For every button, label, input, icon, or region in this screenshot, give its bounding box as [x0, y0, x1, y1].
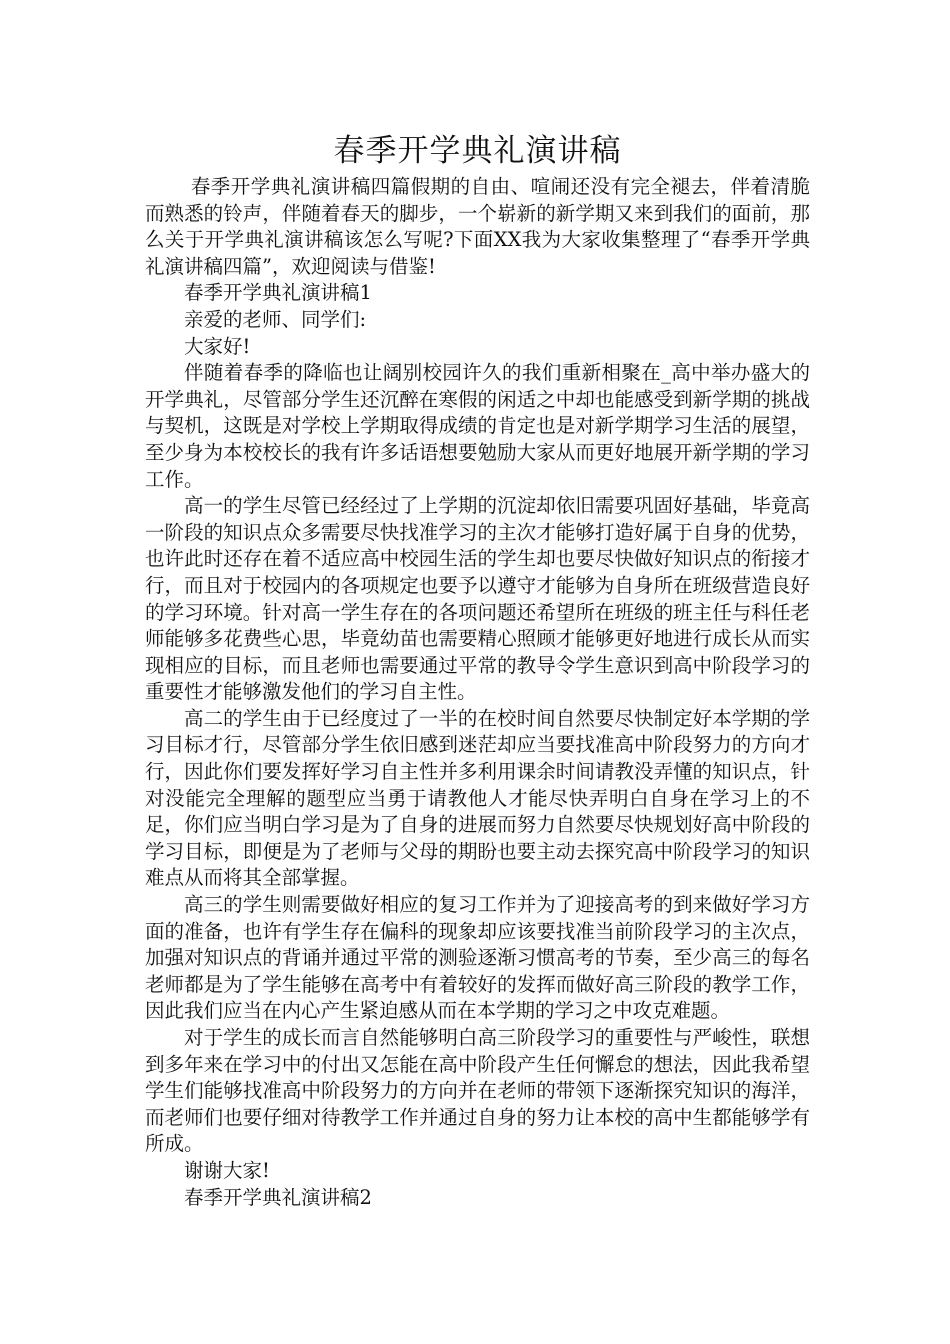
body-paragraph: 高二的学生由于已经度过了一半的在校时间自然要尽快制定好本学期的学习目标才行，尽管部分学生依旧感到迷茫却应当要找准高中阶段努力的方向才行，因此你们要发挥好学习自主性并多利用课余时间请教没弄懂的知识点，针对没能完全理解的题型应当勇于请教他人才能尽快弄明白自身在学习上的不足，你们应当明白学习是为了自身的进展而努力自然要尽快规划好高中阶段的学习目标，即便是为了老师与父母的期盼也要主动去探究高中阶段学习的知识难点从而将其全部掌握。 — [145, 706, 810, 890]
greeting: 大家好! — [184, 334, 251, 358]
body-paragraph: 高三的学生则需要做好相应的复习工作并为了迎接高考的到来做好学习方面的准备，也许有学生存在偏科的现象却应该要找准当前阶段学习的主次点，加强对知识点的背诵并通过平常的测验逐渐习惯高考的节奏，至少高三的每名老师都是为了学生能够在高考中有着较好的发挥而做好高三阶段的教学工作，因此我们应当在内心产生紧迫感从而在本学期的学习之中攻克难题。 — [145, 893, 810, 1023]
closing-thanks: 谢谢大家! — [184, 1158, 270, 1182]
salutation: 亲爱的老师、同学们: — [184, 307, 367, 331]
document-title: 春季开学典礼演讲稿 — [333, 133, 622, 169]
body-paragraph: 伴随着春季的降临也让阔别校园许久的我们重新相聚在_高中举办盛大的开学典礼，尽管部分学生还沉醉在寒假的闲适之中却也能感受到新学期的挑战与契机，这既是对学校上学期取得成绩的肯定也是对新学期学习生活的展望，至少身为本校校长的我有许多话语想要勉励大家从而更好地展开新学期的学习工作。 — [145, 361, 810, 491]
speech-heading-2: 春季开学典礼演讲稿2 — [184, 1185, 372, 1209]
speech-heading-1: 春季开学典礼演讲稿1 — [184, 281, 372, 305]
body-paragraph: 对于学生的成长而言自然能够明白高三阶段学习的重要性与严峻性，联想到多年来在学习中的付出又怎能在高中阶段产生任何懈怠的想法，因此我希望学生们能够找准高中阶段努力的方向并在老师的带领下逐渐探究知识的海洋，而老师们也要仔细对待教学工作并通过自身的努力让本校的高中生都能够学有所成。 — [145, 1026, 810, 1156]
document-page — [145, 130, 810, 1211]
body-paragraph: 高一的学生尽管已经经过了上学期的沉淀却依旧需要巩固好基础，毕竟高一阶段的知识点众多需要尽快找准学习的主次才能够打造好属于自身的优势，也许此时还存在着不适应高中校园生活的学生却也要尽快做好知识点的衔接才行，而且对于校园内的各项规定也要予以遵守才能够为自身所在班级营造良好的学习环境。针对高一学生存在的各项问题还希望所在班级的班主任与科任老师能够多花费些心思，毕竟幼苗也需要精心照顾才能够更好地进行成长从而实现相应的目标，而且老师也需要通过平常的教导令学生意识到高中阶段学习的重要性才能够激发他们的学习自主性。 — [145, 494, 810, 704]
intro-paragraph: 春季开学典礼演讲稿四篇假期的自由、喧闹还没有完全褪去，伴着清脆而熟悉的铃声，伴随着春天的脚步，一个崭新的新学期又来到我们的面前，那么关于开学典礼演讲稿该怎么写呢?下面XX我为大家收集整理了“春季开学典礼演讲稿四篇”，欢迎阅读与借鉴! — [145, 175, 810, 278]
